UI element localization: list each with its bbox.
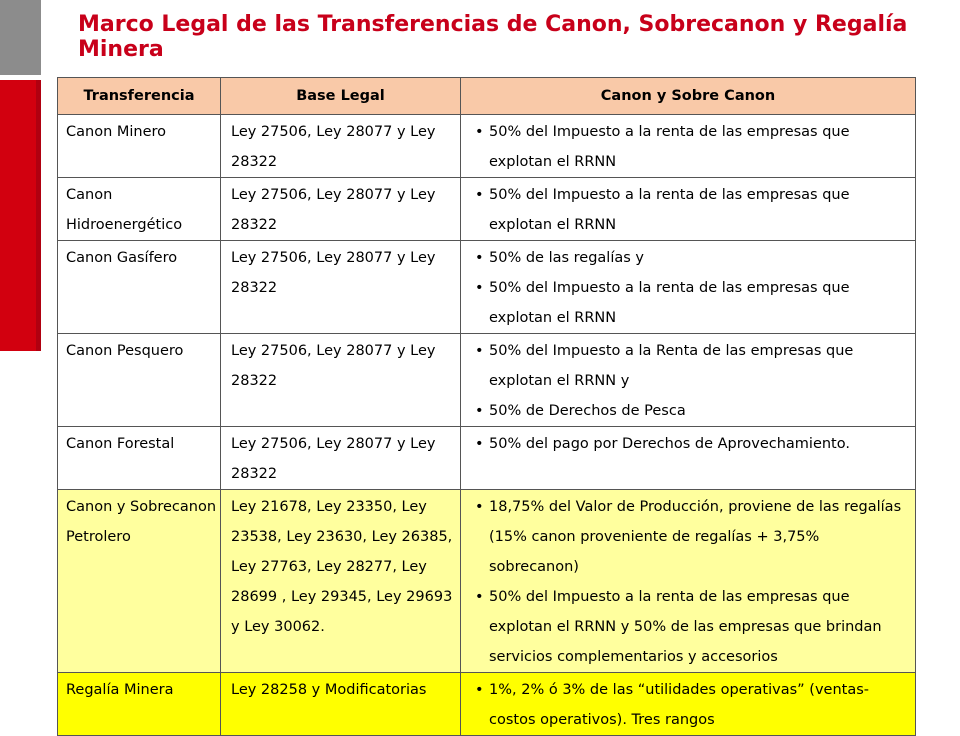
cell-transferencia: Canon y Sobrecanon Petrolero <box>58 490 221 673</box>
cell-canon <box>461 115 916 178</box>
canon-bullet: • 50% de las regalías y <box>489 243 911 273</box>
canon-bullet: • 50% del Impuesto a la Renta de las empresas que explotan el RRNN y <box>489 336 911 396</box>
decor-red-bar-edge <box>36 80 41 351</box>
table-row <box>58 334 916 427</box>
cell-canon <box>461 241 916 334</box>
cell-base-legal: Ley 21678, Ley 23350, Ley 23538, Ley 23630, Ley 26385, Ley 27763, Ley 28277, Ley 28699 , Ley 29345, Ley 29693 y Ley 30062. <box>221 490 461 673</box>
cell-canon <box>461 427 916 490</box>
cell-transferencia: Canon Hidroenergético <box>58 178 221 241</box>
table-row <box>58 115 916 178</box>
cell-base-legal: Ley 27506, Ley 28077 y Ley 28322 <box>221 178 461 241</box>
canon-bullet: • 1%, 2% ó 3% de las “utilidades operativas” (ventas-costos operativos). Tres rangos <box>489 675 911 735</box>
table-row-regalia <box>58 673 916 736</box>
cell-base-legal: Ley 27506, Ley 28077 y Ley 28322 <box>221 241 461 334</box>
header-base-legal: Base Legal <box>221 78 461 115</box>
header-canon: Canon y Sobre Canon <box>461 78 916 115</box>
cell-base-legal: Ley 27506, Ley 28077 y Ley 28322 <box>221 334 461 427</box>
header-transferencia: Transferencia <box>58 78 221 115</box>
cell-base-legal: Ley 27506, Ley 28077 y Ley 28322 <box>221 115 461 178</box>
canon-bullet: • 50% del Impuesto a la renta de las empresas que explotan el RRNN <box>489 180 911 240</box>
table-row <box>58 427 916 490</box>
cell-canon <box>461 178 916 241</box>
slide-title: Marco Legal de las Transferencias de Canon, Sobrecanon y Regalía Minera <box>78 12 908 62</box>
cell-transferencia: Canon Pesquero <box>58 334 221 427</box>
table-row <box>58 241 916 334</box>
cell-canon <box>461 673 916 736</box>
cell-transferencia: Canon Minero <box>58 115 221 178</box>
canon-bullet: • 50% de Derechos de Pesca <box>489 396 911 426</box>
canon-bullet: • 18,75% del Valor de Producción, proviene de las regalías (15% canon proveniente de regalías + 3,75% sobrecanon) <box>489 492 911 582</box>
cell-transferencia: Regalía Minera <box>58 673 221 736</box>
cell-transferencia: Canon Gasífero <box>58 241 221 334</box>
cell-canon <box>461 490 916 673</box>
decor-red-bar <box>0 80 41 351</box>
cell-canon <box>461 334 916 427</box>
table-row-petrolero <box>58 490 916 673</box>
table-header-row <box>58 78 916 115</box>
cell-transferencia: Canon Forestal <box>58 427 221 490</box>
cell-base-legal: Ley 28258 y Modificatorias <box>221 673 461 736</box>
decor-gray-bar <box>0 0 41 75</box>
canon-bullet: • 50% del Impuesto a la renta de las empresas que explotan el RRNN <box>489 273 911 333</box>
legal-framework-table <box>57 77 916 736</box>
table-row <box>58 178 916 241</box>
cell-base-legal: Ley 27506, Ley 28077 y Ley 28322 <box>221 427 461 490</box>
canon-bullet: • 50% del pago por Derechos de Aprovechamiento. <box>489 429 911 459</box>
canon-bullet: • 50% del Impuesto a la renta de las empresas que explotan el RRNN y 50% de las empresas que brindan servicios complementarios y accesorios <box>489 582 911 672</box>
canon-bullet: • 50% del Impuesto a la renta de las empresas que explotan el RRNN <box>489 117 911 177</box>
